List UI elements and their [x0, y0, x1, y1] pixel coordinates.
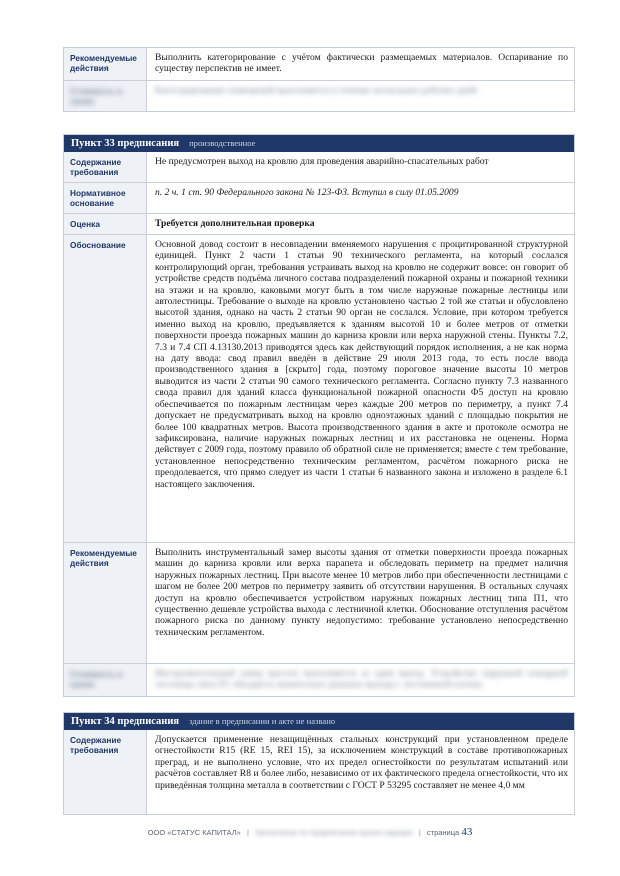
item-33-header — [64, 135, 574, 152]
item-category: производственное — [189, 138, 256, 148]
table-row — [64, 152, 574, 182]
table-row — [64, 542, 574, 663]
table-row — [64, 234, 574, 542]
footer-company: ООО «СТАТУС КАПИТАЛ» — [147, 828, 241, 837]
row-label: Содержание требования — [64, 152, 147, 182]
blurred-value: Инструментальный замер высоты выполняется за один выезд. Устройство наружной пожарной лестницы типа П1 обходится значительно дешевле выхода с лестничной клетки. — [155, 668, 568, 691]
row-value: Выполнить категорирование с учётом фактически размещаемых материалов. Оспаривание по существу перспектив не имеет. — [155, 52, 568, 75]
blurred-label: Стоимость и сроки — [70, 669, 123, 689]
item-category: здание в предписании и акте не названо — [189, 716, 336, 726]
table-row — [64, 730, 574, 814]
row-value: Допускается применение незащищённых стальных конструкций при установленном пределе огнестойкости R15 (RE 15, REI 15), за исключением конструкций в составе противопожарных преград, и не выполнено условие, что их предел огнестойкости по результатам испытаний или расчётов составляет R8 и более либо, независимо от их фактического предела огнестойкости, что их приведённая толщина металла в соответствии с ГОСТ Р 53295 составляет не менее 4,0 мм — [155, 734, 568, 791]
item-33-table — [63, 134, 575, 697]
page-footer: ООО «СТАТУС КАПИТАЛ» | Заключение по предписанию органа надзора | страница 43 — [147, 826, 473, 838]
table-row-blurred — [64, 663, 574, 696]
item-title: Пункт 34 предписания — [71, 716, 180, 727]
blurred-label: Стоимость и сроки — [70, 86, 123, 106]
footer-blurred-title: Заключение по предписанию органа надзора — [255, 828, 413, 837]
row-value: Выполнить инструментальный замер высоты здания от отметки поверхности проезда пожарных машин до карниза кровли или верха парапета и обследовать периметр на предмет наличия наружных пожарных лестниц. При высоте менее 10 метров либо при обеспеченности лестницами с шагом не более 200 метров по периметру заявить об отсутствии нарушения. В остальных случаях доступ на кровлю обеспечивается устройством наружных пожарных лестниц типа П1, что существенно дешевле устройства выхода с лестничной клетки. Обоснование отступления расчётом пожарного риска по данному пункту недопустимо: требование установлено непосредственно техническим регламентом. — [155, 547, 568, 638]
row-value: Не предусмотрен выход на кровлю для проведения аварийно-спасательных работ — [155, 156, 489, 167]
blurred-value: Категорирование помещений выполняется в течение нескольких рабочих дней — [155, 85, 477, 96]
row-label: Содержание требования — [64, 730, 147, 814]
item-34-table — [63, 712, 575, 815]
row-value: п. 2 ч. 1 ст. 90 Федерального закона № 123-ФЗ. Вступил в силу 01.05.2009 — [155, 187, 459, 198]
table-row — [64, 213, 574, 234]
row-label: Оценка — [64, 214, 147, 234]
row-value: Основной довод состоит в несовпадении вменяемого нарушения с процитированной структурной единицей. Пункт 2 части 1 статьи 90 технического регламента, на который сослался контролирующий орган, требования устраивать выход на кровлю не содержит вовсе: он говорит об устройстве средств подъёма личного состава подразделений пожарной охраны и пожарной техники на этажи и на кровлю, каковыми могут быть в том числе наружные пожарные лестницы или автолестницы. Требование о выходе на кровлю установлено частью 2 той же статьи и обусловлено высотой здания, однако на часть 2 статьи 90 орган не сослался. Условие, при котором требуется именно выход на кровлю, предъявляется к зданиям высотой 10 и более метров от отметки поверхности проезда пожарных машин до карниза кровли или верха наружной стены. Пункты 7.2, 7.3 и 7.4 СП 4.13130.2013 приводятся здесь как действующий порядок исполнения, а не как норма на дату ввода: свод правил введён в действие 29 июля 2013 года, то есть после ввода производственного здания в [скрыто] года, поэтому пороговое значение высоты 10 метров выводится из части 2 статьи 90 самого технического регламента. Согласно пункту 7.3 названного свода правил для зданий класса функциональной пожарной опасности Ф5 доступ на кровлю обеспечивается по пожарным лестницам через каждые 200 метров по периметру, а пункт 7.4 допускает не предусматривать выход на кровлю одноэтажных зданий с площадью покрытия не более 100 квадратных метров. Высота производственного здания в акте и протоколе осмотра не зафиксирована, наличие наружных пожарных лестниц и их расстановка не оценены. Норма действует с 2009 года, поэтому правило об обратной силе не применяется; вместе с тем требование, установленное непосредственно техническим регламентом, расчётом пожарного риска не преодолевается, что прямо следует из части 1 статьи 6 названного закона и изложено в разделе 6.1 настоящего заключения. — [155, 239, 568, 490]
table-row — [64, 48, 574, 80]
table-row — [64, 182, 574, 213]
top-continuation-table — [63, 47, 575, 112]
item-34-header — [64, 713, 574, 730]
row-value: Требуется дополнительная проверка — [155, 218, 315, 229]
footer-page-word: страница — [426, 828, 460, 837]
row-label: Обоснование — [64, 235, 147, 542]
row-label: Нормативное основание — [64, 183, 147, 213]
row-label: Рекомендуемые действия — [64, 543, 147, 663]
item-title: Пункт 33 предписания — [71, 138, 180, 149]
table-row-blurred — [64, 80, 574, 111]
row-label: Рекомендуемые действия — [64, 48, 147, 80]
page-number: 43 — [461, 826, 473, 838]
